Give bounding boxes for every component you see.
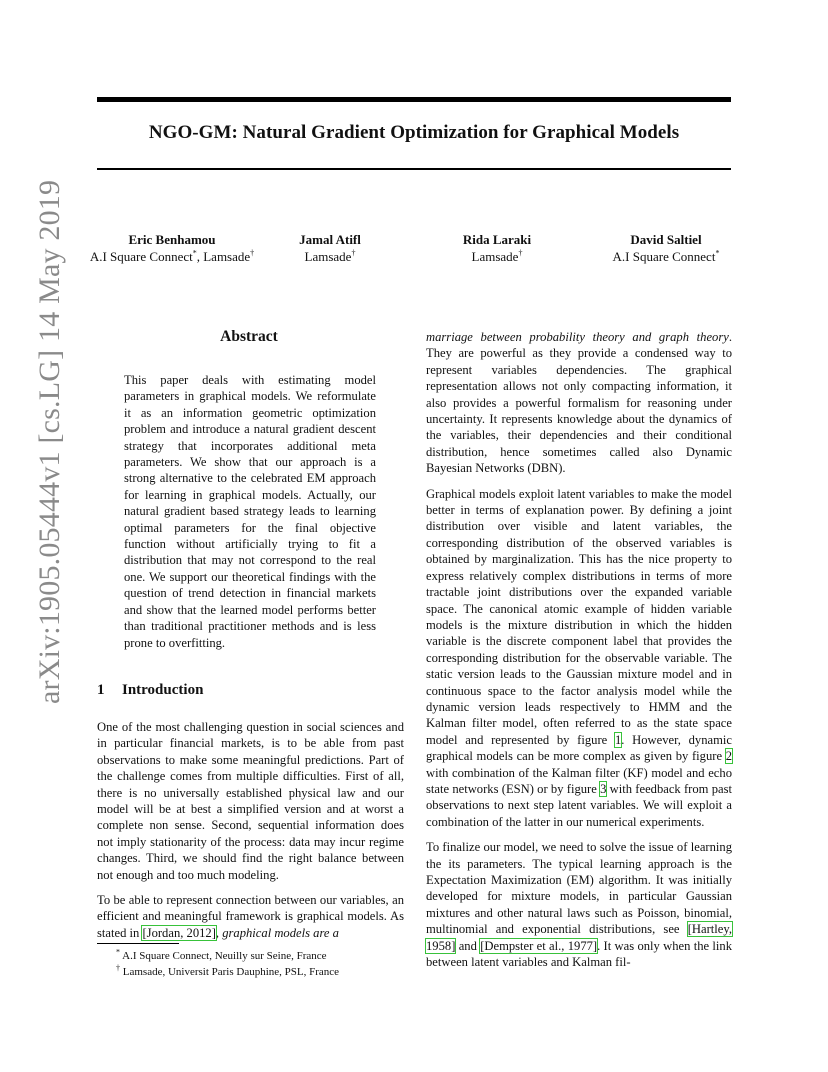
citation-link[interactable]: [Jordan, 2012] bbox=[142, 925, 216, 940]
footnote: † Lamsade, Universit Paris Dauphine, PSL, France bbox=[116, 963, 340, 978]
citation-link[interactable]: [Dempster et al., 1977] bbox=[480, 938, 598, 953]
title-rule bbox=[97, 168, 731, 170]
author-affiliation: A.I Square Connect* bbox=[612, 248, 720, 264]
left-column bbox=[97, 719, 404, 950]
section-title: Introduction bbox=[122, 682, 204, 698]
author-name: David Saltiel bbox=[630, 232, 702, 247]
paper-title: NGO-GM: Natural Gradient Optimization for Graphical Models bbox=[148, 122, 680, 143]
figure-link[interactable]: 2 bbox=[725, 749, 732, 764]
intro-paragraph: One of the most challenging question in social sciences and in particular financial markets, is to be able from past observations to make some meaningful predictions. Part of the challenge comes from multiple difficulties. First of all, there is no universally established physical law and our model will be at best a simplified version and at worst a complete non sense. Second, sequential information does not imply stationarity of the process: data may incur regime changes. Third, we should find the right balance between not enough and too much modeling. bbox=[97, 720, 404, 882]
author-name: Rida Laraki bbox=[462, 232, 532, 247]
author-block bbox=[72, 231, 272, 265]
section-heading bbox=[97, 682, 203, 699]
intro-paragraph: To be able to represent connection between our variables, an efficient and meaningful framework is graphical models. As stated in [Jordan, 2012], graphical models are a bbox=[97, 893, 404, 940]
citation-link[interactable]: [Hartley, 1958] bbox=[426, 922, 732, 953]
abstract-text: This paper deals with estimating model parameters in graphical models. We reformulate it as an information geometric optimization problem and introduce a natural gradient descent strategy that incorporates additional meta parameters. We show that our approach is a strong alternative to the celebrated EM approach for learning in graphical models. Actually, our natural gradient based strategy leads to learning optimal parameters for the final objective function without artificially trying to fit a distribution that may not correspond to the real one. We support our theoretical findings with the question of trend detection in financial markets and show that the learned model performs better than traditional practitioner methods and is less prone to overfitting. bbox=[124, 373, 376, 650]
body-paragraph: To finalize our model, we need to solve the issue of learning the its parameters. The typical learning approach is the Expectation Maximization (EM) algorithm. It was initially developed for mixture models, in particular Gaussian mixtures and other natural laws such as Poisson, binomial, multinomial and exponential distributions, see [Hartley, 1958] and [Dempster et al., 1977]. It was only when the link between latent variables and Kalman fil- bbox=[426, 840, 732, 970]
author-affiliation: Lamsade† bbox=[304, 248, 356, 264]
footnote-rule bbox=[97, 943, 179, 944]
section-number: 1 bbox=[97, 682, 105, 698]
right-column bbox=[426, 329, 732, 979]
top-rule bbox=[97, 97, 731, 102]
author-block bbox=[270, 231, 390, 265]
author-block bbox=[586, 231, 746, 265]
author-affiliation: Lamsade† bbox=[471, 248, 523, 264]
figure-link[interactable]: 1 bbox=[614, 732, 622, 747]
footnotes bbox=[116, 948, 339, 980]
arxiv-stamp: arXiv:1905.05444v1 [cs.LG] 14 May 2019 bbox=[33, 179, 66, 704]
body-paragraph: marriage between probability theory and graph theory. They are powerful as they provide a condensed way to represent variables dependencies. The graphical representation allows not only compacting information, it also provides a powerful formalism for reasoning under uncertainty. It represents knowledge about the dynamics of the variables, their dependencies and their conditional distribution, hence sometimes called also Dynamic Bayesian Networks (DBN). bbox=[426, 330, 732, 476]
author-name: Jamal Atifl bbox=[299, 232, 361, 247]
abstract-heading: Abstract bbox=[220, 328, 278, 345]
body-paragraph: Graphical models exploit latent variables to make the model better in terms of explanation power. By defining a joint distribution over visible and latent variables, the corresponding distribution of the observed variables is obtained by marginalization. This has the nice property to express relatively complex distributions in terms of more tractable joint distributions over the expanded variable space. The canonical atomic example of hidden variable models is the mixture distribution in which the hidden variable is the discrete component label that provides the corresponding distribution for the observable variable. The static version leads to the Gaussian mixture model and in continuous space to the factor analysis model while the dynamic version leads respectively to HMM and the Kalman filter model, often referred to as the state space model and represented by figure 1. However, dynamic graphical models can be more complex as given by figure 2 with combination of the Kalman filter (KF) model and echo state networks (ESN) or by figure 3 with feedback from past observations to next step latent variables. We will exploit a combination of the latter in our numerical experiments. bbox=[426, 486, 732, 829]
author-name: Eric Benhamou bbox=[128, 232, 216, 247]
author-block bbox=[437, 231, 557, 265]
author-affiliation: A.I Square Connect*, Lamsade† bbox=[89, 248, 255, 264]
figure-link[interactable]: 3 bbox=[600, 781, 607, 796]
footnote: * A.I Square Connect, Neuilly sur Seine, France bbox=[116, 947, 327, 962]
